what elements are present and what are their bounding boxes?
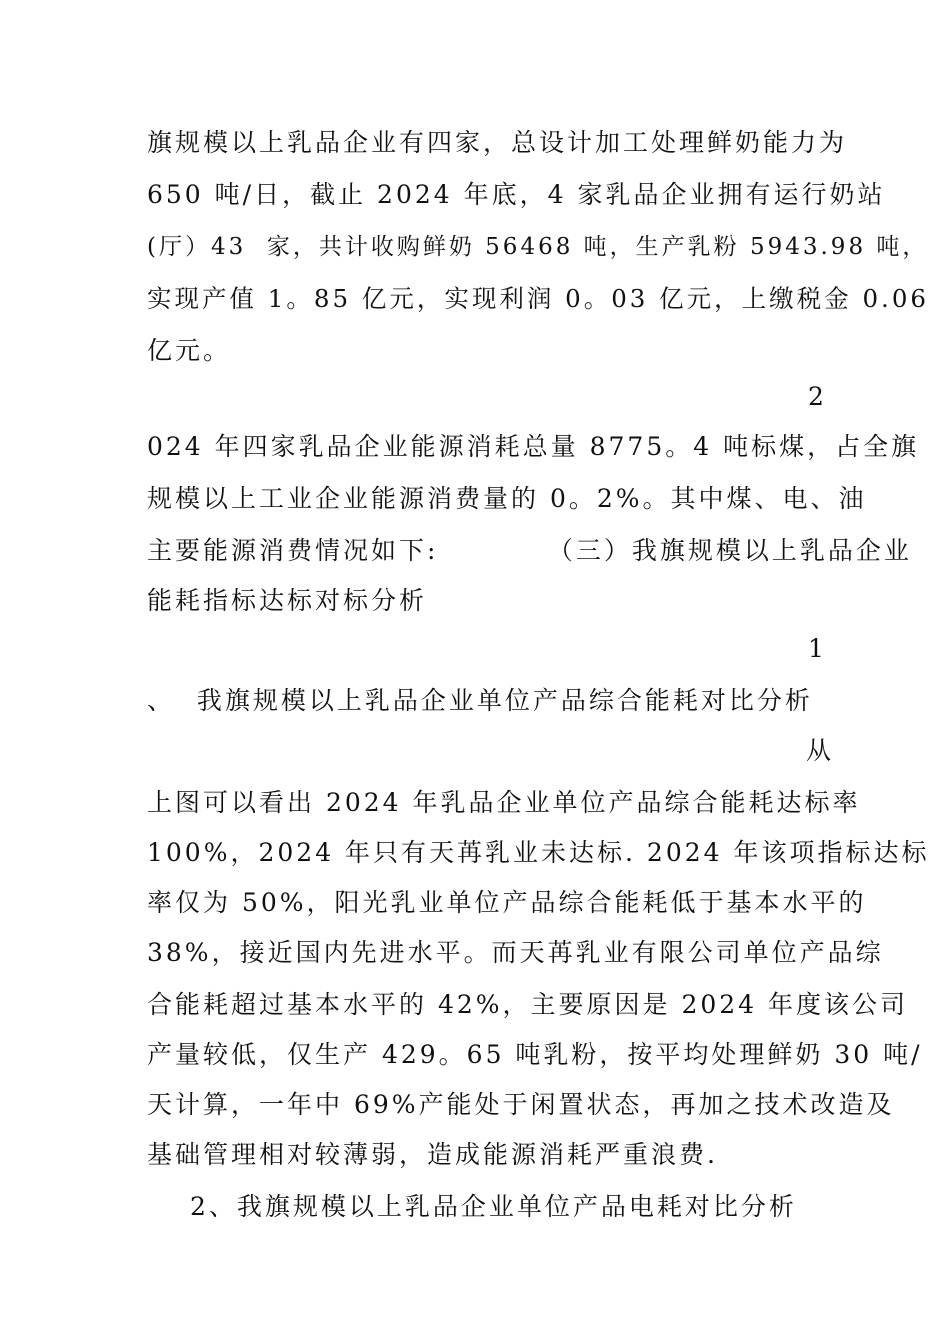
paragraph-line: 基础管理相对较薄弱，造成能源消耗严重浪费. [147, 1140, 718, 1169]
paragraph-line: 亿元。 [147, 336, 232, 365]
paragraph-line: 主要能源消费情况如下: （三）我旗规模以上乳品企业 [147, 536, 912, 565]
paragraph-line: 天计算，一年中 69%产能处于闲置状态，再加之技术改造及 [147, 1090, 895, 1119]
paragraph-line: 上图可以看出 2024 年乳品企业单位产品综合能耗达标率 [147, 788, 861, 817]
section-heading: 2、我旗规模以上乳品企业单位产品电耗对比分析 [190, 1192, 797, 1221]
paragraph-line: 率仅为 50%，阳光乳业单位产品综合能耗低于基本水平的 [147, 888, 867, 917]
paragraph-line: 2 [808, 382, 827, 411]
paragraph-line: 、 我旗规模以上乳品企业单位产品综合能耗对比分析 [147, 686, 813, 715]
paragraph-line: 650 吨/日，截止 2024 年底，4 家乳品企业拥有运行奶站 [147, 180, 886, 209]
paragraph-line: 从 [806, 736, 835, 765]
paragraph-line: (厅）43 家，共计收购鲜奶 56468 吨，生产乳粉 5943.98 吨， [147, 234, 929, 260]
paragraph-line: 合能耗超过基本水平的 42%，主要原因是 2024 年度该公司 [147, 990, 909, 1019]
paragraph-line: 100%，2024 年只有天苒乳业未达标. 2024 年该项指标达标 [147, 838, 930, 867]
paragraph-line: 实现产值 1。85 亿元，实现利润 0。03 亿元，上缴税金 0.06 [147, 284, 930, 313]
paragraph-line: 024 年四家乳品企业能源消耗总量 8775。4 吨标煤，占全旗 [147, 432, 920, 461]
paragraph-line: 产量较低，仅生产 429。65 吨乳粉，按平均处理鲜奶 30 吨/ [147, 1040, 923, 1069]
paragraph-line: 规模以上工业企业能源消费量的 0。2%。其中煤、电、油 [147, 484, 867, 513]
paragraph-line: 旗规模以上乳品企业有四家，总设计加工处理鲜奶能力为 [147, 128, 848, 157]
paragraph-line: 38%，接近国内先进水平。而天苒乳业有限公司单位产品综 [147, 938, 884, 967]
paragraph-line: 1 [808, 634, 827, 663]
paragraph-line: 能耗指标达标对标分析 [147, 586, 428, 615]
